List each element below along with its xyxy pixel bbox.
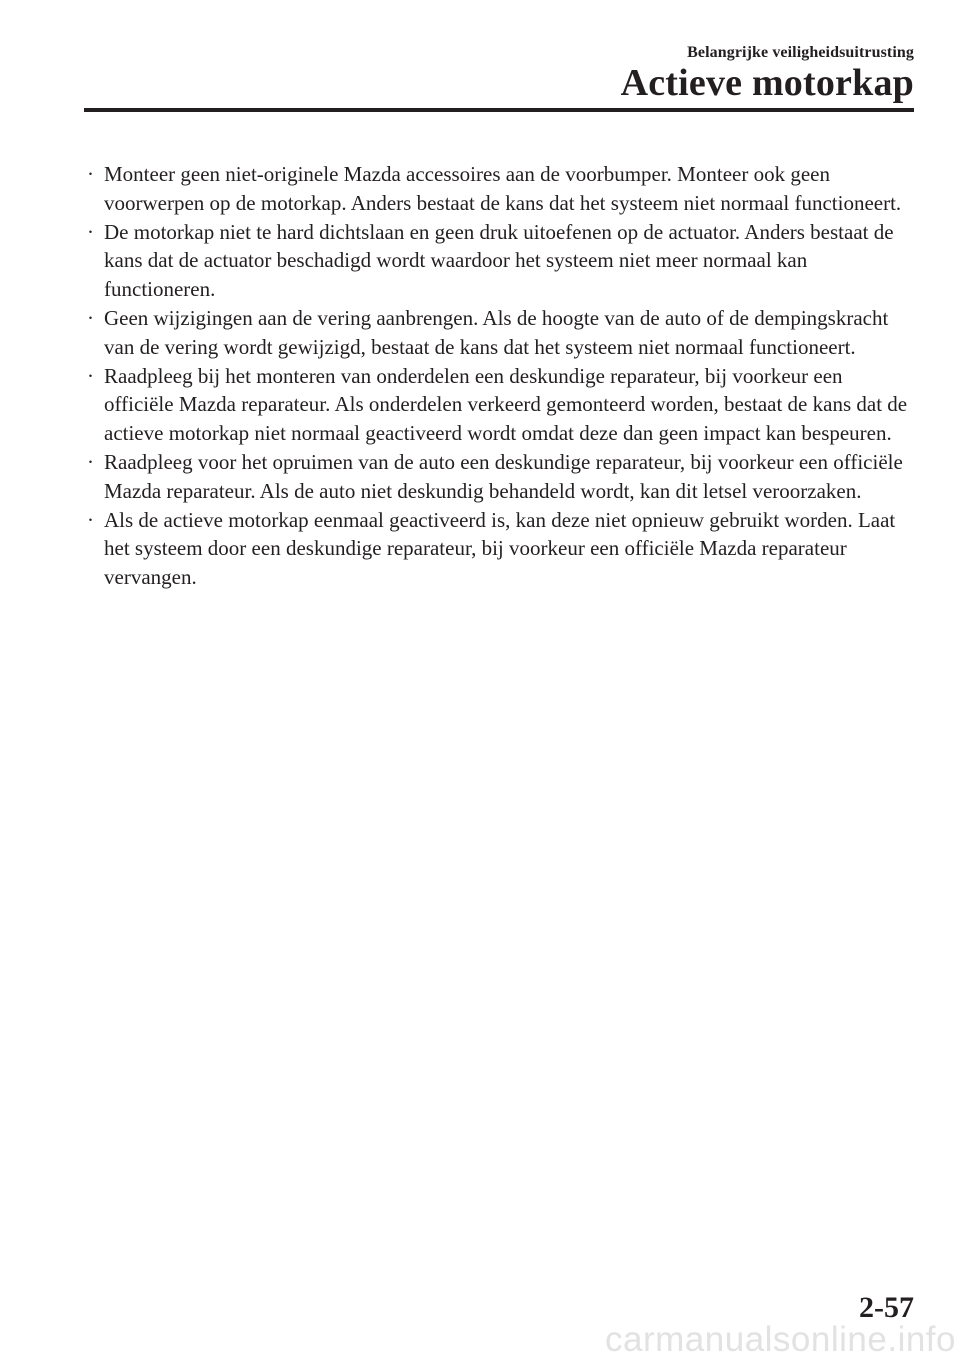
bullet-text: Raadpleeg bij het monteren van onderdelen een deskundige reparateur, bij voorkeur een officiële Mazda reparateur. Als onderdelen verkeerd gemonteerd worden, bestaat de kans dat de actieve motorkap niet normaal geactiveerd wordt omdat deze dan geen impact kan bespeuren. (104, 363, 908, 446)
bullet-text: De motorkap niet te hard dichtslaan en geen druk uitoefenen op de actuator. Anders bestaat de kans dat de actuator beschadigd wordt waardoor het systeem niet meer normaal kan functioneren. (104, 219, 894, 302)
bullet-icon: · (87, 162, 94, 186)
main-content (84, 160, 914, 592)
bullet-icon: · (87, 305, 94, 330)
list-item (84, 448, 914, 506)
warning-bullet-list (84, 160, 914, 592)
bullet-text: Als de actieve motorkap eenmaal geactiveerd is, kan deze niet opnieuw gebruikt worden. Laat het systeem door een deskundige reparateur, bij voorkeur een officiële Mazda reparateur vervangen. (104, 507, 896, 590)
bullet-text: Monteer geen niet-originele Mazda accessoires aan de voorbumper. Monteer ook geen voorwerpen op de motorkap. Anders bestaat de kans dat het systeem niet normaal functioneert. (104, 162, 902, 215)
watermark-text: carmanualsonline.info (605, 1320, 956, 1359)
list-item (84, 160, 914, 218)
list-item (84, 362, 914, 448)
bullet-icon: · (87, 219, 94, 244)
bullet-text: Raadpleeg voor het opruimen van de auto een deskundige reparateur, bij voorkeur een officiële Mazda reparateur. Als de auto niet deskundig behandeld wordt, kan dit letsel veroorzaken. (104, 449, 903, 503)
page-title: Actieve motorkap (620, 62, 914, 104)
header-divider (84, 108, 914, 112)
page-number: 2-57 (859, 1291, 914, 1324)
section-heading: Belangrijke veiligheidsuitrusting (687, 44, 914, 61)
bullet-text: Geen wijzigingen aan de vering aanbrengen. Als de hoogte van de auto of de dempingskracht van de vering wordt gewijzigd, bestaat de kans dat het systeem niet normaal functioneert. (104, 305, 889, 359)
bullet-icon: · (87, 363, 94, 388)
list-item (84, 218, 914, 304)
list-item (84, 506, 914, 592)
bullet-icon: · (87, 449, 94, 474)
bullet-icon: · (87, 507, 94, 532)
list-item (84, 304, 914, 362)
